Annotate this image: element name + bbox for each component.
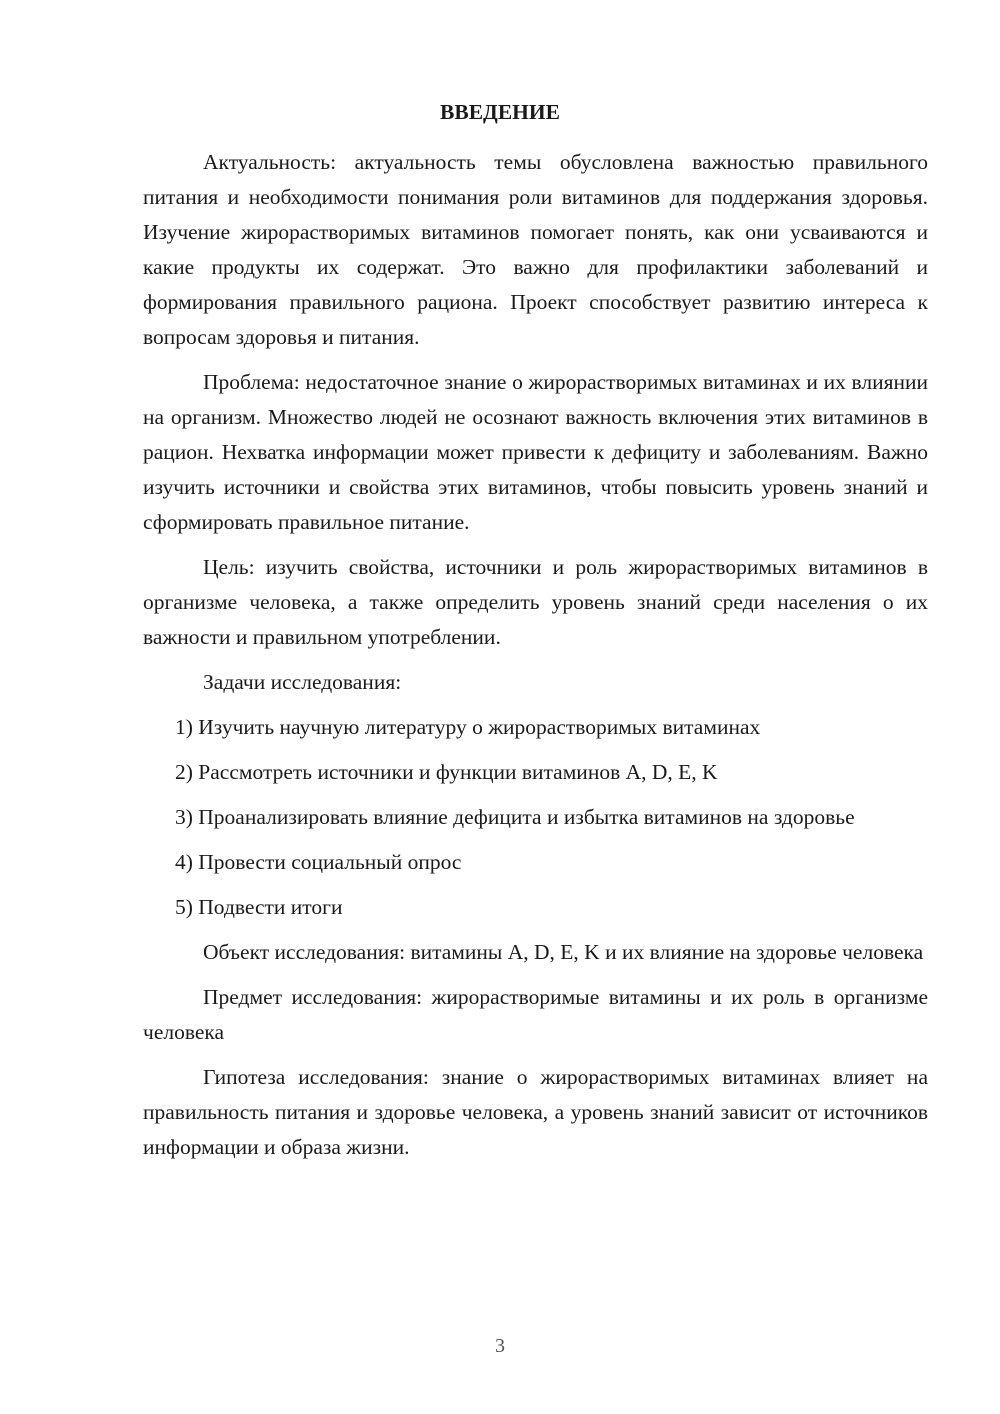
task-item: 3) Проанализировать влияние дефицита и избытка витаминов на здоровье	[175, 805, 855, 829]
hypothesis-paragraph: Гипотеза исследования: знание о жирорастворимых витаминах влияет на правильность питания и здоровье человека, а уровень знаний зависит от источников информации и образа жизни.	[143, 1065, 928, 1159]
tasks-heading: Задачи исследования:	[203, 670, 402, 694]
problem-paragraph: Проблема: недостаточное знание о жирорастворимых витаминах и их влиянии на организм. Множество людей не осознают важность включения этих витаминов в рацион. Нехватка информации может привести к дефициту и заболеваниям. Важно изучить источники и свойства этих витаминов, чтобы повысить уровень знаний и сформировать правильное питание.	[143, 370, 928, 534]
goal-paragraph: Цель: изучить свойства, источники и роль жирорастворимых витаминов в организме человека, а также определить уровень знаний среди населения о их важности и правильном употреблении.	[143, 555, 928, 649]
task-item: 1) Изучить научную литературу о жирорастворимых витаминах	[175, 715, 761, 739]
document-body	[143, 145, 928, 1165]
page-number: 3	[495, 1335, 505, 1357]
task-item: 4) Провести социальный опрос	[175, 850, 462, 874]
page-title: ВВЕДЕНИЕ	[440, 100, 560, 124]
object-paragraph: Объект исследования: витамины A, D, E, K и их влияние на здоровье человека	[203, 940, 924, 964]
task-item: 5) Подвести итоги	[175, 895, 343, 919]
subject-paragraph: Предмет исследования: жирорастворимые витамины и их роль в организме человека	[143, 985, 928, 1044]
task-item: 2) Рассмотреть источники и функции витаминов A, D, E, K	[175, 760, 718, 784]
relevance-paragraph: Актуальность: актуальность темы обусловлена важностью правильного питания и необходимости понимания роли витаминов для поддержания здоровья. Изучение жирорастворимых витаминов помогает понять, как они усваиваются и какие продукты их содержат. Это важно для профилактики заболеваний и формирования правильного рациона. Проект способствует развитию интереса к вопросам здоровья и питания.	[143, 150, 928, 349]
